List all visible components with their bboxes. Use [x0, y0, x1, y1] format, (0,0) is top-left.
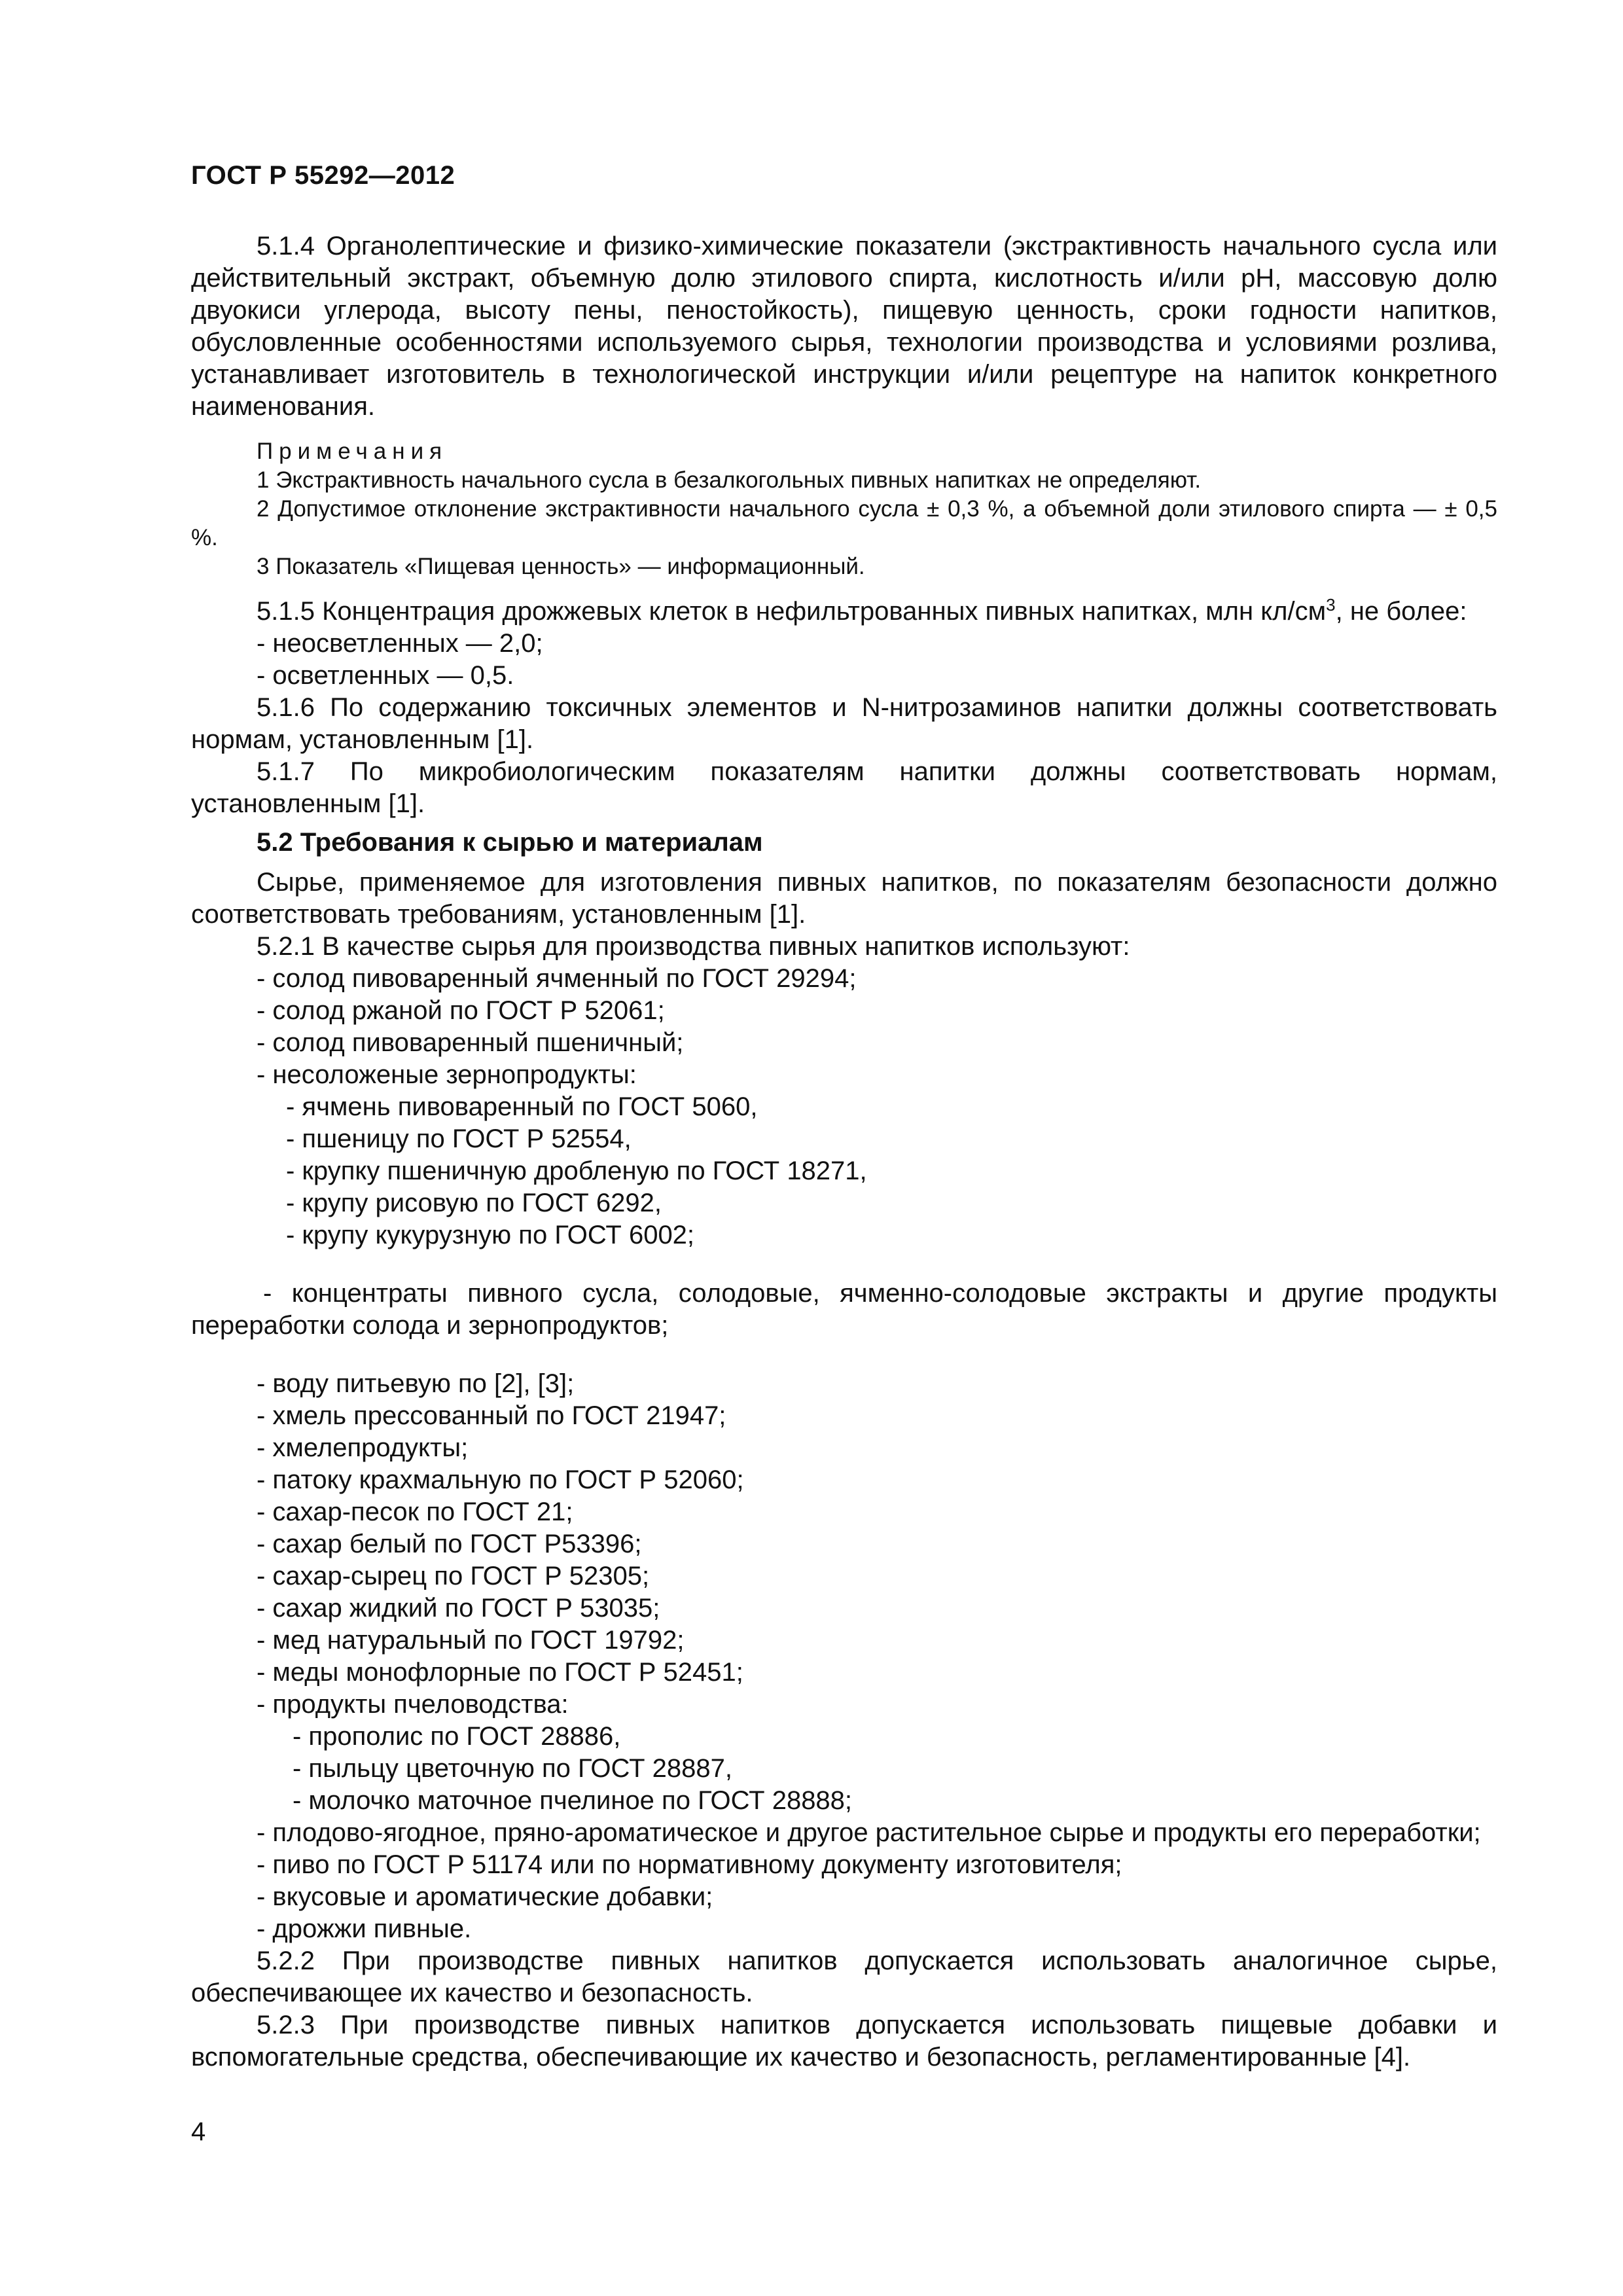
paragraph-5-1-7: 5.1.7 По микробиологическим показателям напитки должны соответствовать нормам, установленным [1].	[191, 757, 1497, 818]
note-1: 1 Экстрактивность начального сусла в безалкогольных пивных напитках не определяют.	[257, 467, 1202, 493]
list-item: - мед натуральный по ГОСТ 19792;	[257, 1626, 685, 1655]
sub-list-item: - прополис по ГОСТ 28886,	[293, 1722, 621, 1751]
list-item: - сахар-сырец по ГОСТ Р 52305;	[257, 1562, 650, 1590]
sub-list-item: - крупу рисовую по ГОСТ 6292,	[286, 1189, 662, 1217]
list-item: - патоку крахмальную по ГОСТ Р 52060;	[257, 1465, 744, 1494]
list-item: - несоложеные зернопродукты:	[257, 1060, 637, 1089]
document-body	[191, 230, 1497, 2073]
list-item: - сахар жидкий по ГОСТ Р 53035;	[257, 1594, 660, 1623]
sub-list-item: - крупку пшеничную дробленую по ГОСТ 18271,	[286, 1157, 867, 1185]
list-item: - хмель прессованный по ГОСТ 21947;	[257, 1401, 726, 1430]
paragraph-5-1-5-text: 5.1.5 Концентрация дрожжевых клеток в нефильтрованных пивных напитках, млн кл/см	[257, 597, 1327, 626]
list-item: - продукты пчеловодства:	[257, 1690, 569, 1719]
list-item: - осветленных — 0,5.	[257, 661, 514, 690]
document-header: ГОСТ Р 55292—2012	[191, 161, 455, 190]
note-2: 2 Допустимое отклонение экстрактивности начального сусла ± 0,3 %, а объемной доли этилового спирта — ± 0,5 %.	[191, 496, 1497, 550]
sub-list-item: - пыльцу цветочную по ГОСТ 28887,	[293, 1754, 732, 1783]
list-item: - солод пивоваренный ячменный по ГОСТ 29294;	[257, 964, 857, 993]
list-item: - меды монофлорные по ГОСТ Р 52451;	[257, 1658, 743, 1687]
list-item: - солод пивоваренный пшеничный;	[257, 1028, 684, 1057]
list-item-concentrates: - концентраты пивного сусла, солодовые, ячменно-солодовые экстракты и другие продукты переработки солода и зернопродуктов;	[191, 1279, 1497, 1340]
sub-list-item: - пшеницу по ГОСТ Р 52554,	[286, 1124, 632, 1153]
paragraph-5-1-5-sup: 3	[1326, 595, 1336, 615]
paragraph-5-2-1: 5.2.1 В качестве сырья для производства пивных напитков используют:	[257, 932, 1130, 961]
list-item: - хмелепродукты;	[257, 1433, 469, 1462]
page-number: 4	[191, 2117, 206, 2146]
paragraph-5-1-5	[191, 596, 1497, 628]
paragraph-5-1-4: 5.1.4 Органолептические и физико-химические показатели (экстрактивность начального сусла или действительный экстракт, объемную долю этилового спирта, кислотность и/или pH, массовую долю двуокиси углерода, высоту пены, пеностойкость), пищевую ценность, сроки годности напитков, обусловленные особенностями используемого сырья, технологии производства и условиями розлива, устанавливает изготовитель в технологической инструкции и/или рецептуре на напиток конкретного наименования.	[191, 232, 1497, 421]
list-item-plant: - плодово-ягодное, пряно-ароматическое и другое растительное сырье и продукты его переработки;	[257, 1818, 1481, 1847]
sub-list-item: - крупу кукурузную по ГОСТ 6002;	[286, 1221, 695, 1249]
list-item: - солод ржаной по ГОСТ Р 52061;	[257, 996, 665, 1025]
paragraph-5-2-3: 5.2.3 При производстве пивных напитков допускается использовать пищевые добавки и вспомогательные средства, обеспечивающие их качество и безопасность, регламентированные [4].	[191, 2011, 1497, 2072]
notes-title: Примечания	[257, 439, 448, 464]
list-item: - сахар белый по ГОСТ Р53396;	[257, 1530, 642, 1558]
list-item: - дрожжи пивные.	[257, 1914, 472, 1943]
notes-block	[191, 437, 1497, 581]
list-item: - воду питьевую по [2], [3];	[257, 1369, 575, 1398]
list-item: - неосветленных — 2,0;	[257, 629, 543, 658]
paragraph-5-1-5-tail: , не более:	[1335, 597, 1467, 626]
paragraph-5-2-intro: Сырье, применяемое для изготовления пивных напитков, по показателям безопасности должно соответствовать требованиям, установленным [1].	[191, 868, 1497, 929]
list-item: - сахар-песок по ГОСТ 21;	[257, 1498, 573, 1526]
note-3: 3 Показатель «Пищевая ценность» — информационный.	[257, 554, 865, 579]
section-heading-5-2: 5.2 Требования к сырью и материалам	[257, 828, 763, 857]
list-item: - пиво по ГОСТ Р 51174 или по нормативному документу изготовителя;	[257, 1850, 1122, 1879]
sub-list-item: - ячмень пивоваренный по ГОСТ 5060,	[286, 1092, 758, 1121]
paragraph-5-1-6: 5.1.6 По содержанию токсичных элементов и N-нитрозаминов напитки должны соответствовать нормам, установленным [1].	[191, 693, 1497, 754]
paragraph-5-2-2: 5.2.2 При производстве пивных напитков допускается использовать аналогичное сырье, обеспечивающее их качество и безопасность.	[191, 1946, 1497, 2007]
sub-list-item: - молочко маточное пчелиное по ГОСТ 28888;	[293, 1786, 853, 1815]
list-item: - вкусовые и ароматические добавки;	[257, 1882, 713, 1911]
